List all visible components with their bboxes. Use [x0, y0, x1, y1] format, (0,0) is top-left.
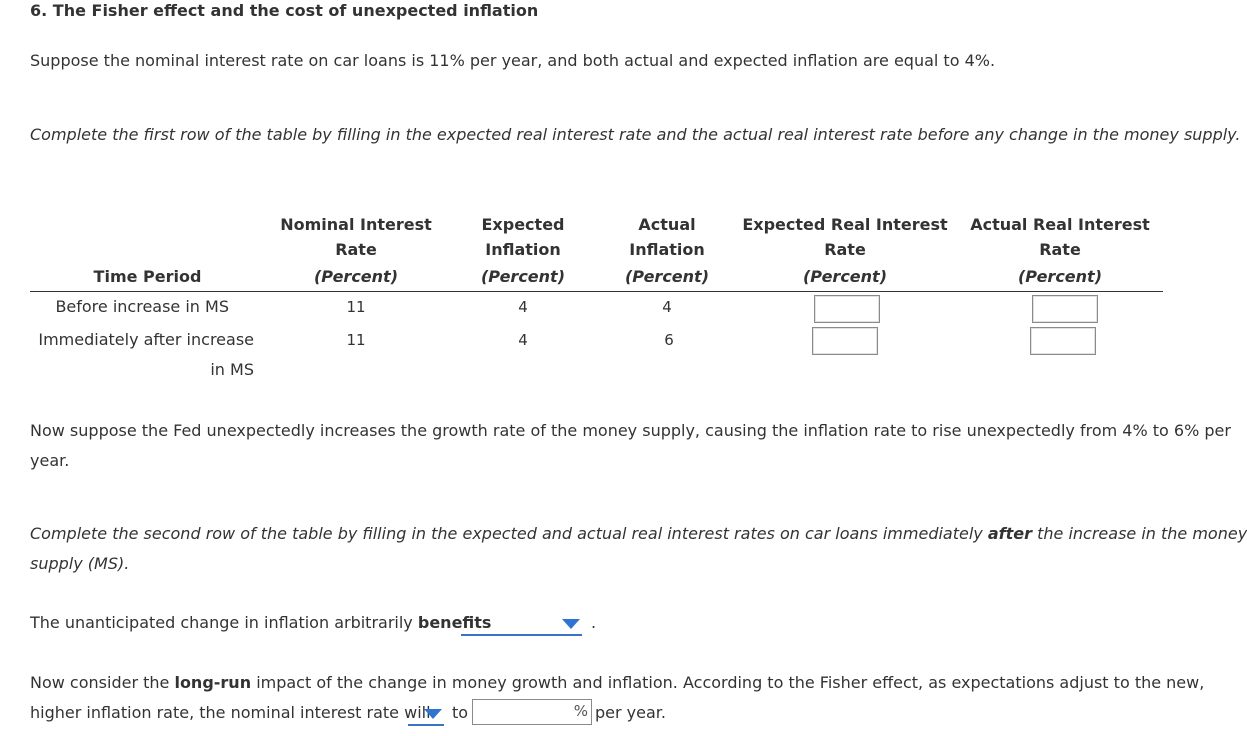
row-label-after-line1: Immediately after increase [38, 330, 254, 349]
longrun-pre: Now consider the [30, 673, 170, 692]
header-expected-inflation-line1: Expected [481, 215, 565, 234]
benefits-pre: The unanticipated change in inflation arbitrarily [30, 613, 413, 632]
benefits-period: . [591, 613, 597, 632]
actual-real-rate-after-input[interactable] [1030, 327, 1096, 355]
table-header-rule [30, 291, 1163, 292]
header-time-period: Time Period [93, 267, 202, 286]
instruction-second-row-line2: supply (MS). [30, 554, 130, 573]
question-title: 6. The Fisher effect and the cost of unexpected inflation [30, 1, 539, 20]
nominal-rate-will-dropdown[interactable] [408, 702, 444, 726]
longrun-to: to [452, 703, 469, 722]
instruction-second-row-bold: after [987, 524, 1033, 543]
instruction-second-row-post: the increase in the money [1037, 524, 1247, 543]
benefits-sentence [30, 613, 491, 632]
header-actual-real-line2: Rate [1039, 240, 1081, 259]
header-expected-real-line2: Rate [824, 240, 866, 259]
cell-actual-inflation-before: 4 [662, 298, 672, 316]
fed-scenario-line1: Now suppose the Fed unexpectedly increases the growth rate of the money supply, causing the inflation rate to rise unexpectedly from 4% to 6% per [30, 421, 1231, 440]
row-label-after-line2: in MS [210, 360, 254, 379]
longrun-bold: long-run [174, 673, 252, 692]
header-actual-inflation-unit: (Percent) [624, 267, 710, 286]
header-actual-real-line1: Actual Real Interest [970, 215, 1150, 234]
header-expected-inflation-line2: Inflation [485, 240, 561, 259]
cell-actual-inflation-after: 6 [664, 331, 674, 349]
instruction-second-row-line1 [30, 524, 1247, 543]
expected-real-rate-after-input[interactable] [812, 327, 878, 355]
header-actual-real-unit: (Percent) [1017, 267, 1103, 286]
header-expected-inflation-unit: (Percent) [480, 267, 566, 286]
actual-real-rate-before-input[interactable] [1032, 295, 1098, 323]
longrun-post: impact of the change in money growth and inflation. According to the Fisher effect, as expectations adjust to the new, [256, 673, 1205, 692]
instruction-second-row-pre: Complete the second row of the table by filling in the expected and actual real interest rates on car loans immediately [30, 524, 983, 543]
header-nominal-line1: Nominal Interest [280, 215, 432, 234]
chevron-down-icon [562, 619, 580, 629]
header-actual-inflation-line1: Actual [638, 215, 696, 234]
header-nominal-line2: Rate [335, 240, 377, 259]
header-expected-real-unit: (Percent) [802, 267, 888, 286]
benefits-dropdown[interactable] [461, 612, 582, 636]
per-year-label: per year. [595, 703, 666, 722]
cell-nominal-after: 11 [346, 331, 366, 349]
row-label-before: Before increase in MS [55, 297, 229, 316]
header-expected-real-line1: Expected Real Interest [742, 215, 948, 234]
intro-text: Suppose the nominal interest rate on car loans is 11% per year, and both actual and expected inflation are equal to 4%. [30, 51, 996, 70]
cell-expected-inflation-before: 4 [518, 298, 528, 316]
cell-expected-inflation-after: 4 [518, 331, 528, 349]
cell-nominal-before: 11 [346, 298, 366, 316]
longrun-line1 [30, 673, 1204, 692]
percent-sign: % [573, 702, 588, 720]
longrun-line2-pre: higher inflation rate, the nominal interest rate will [30, 703, 431, 722]
nominal-rate-percent-input[interactable] [472, 699, 592, 725]
fed-scenario-line2: year. [30, 451, 70, 470]
expected-real-rate-before-input[interactable] [814, 295, 880, 323]
chevron-down-icon [424, 709, 442, 719]
header-actual-inflation-line2: Inflation [629, 240, 705, 259]
benefits-bold: benefits [417, 613, 492, 632]
header-nominal-unit: (Percent) [313, 267, 399, 286]
instruction-first-row: Complete the first row of the table by filling in the expected real interest rate and the actual real interest rate before any change in the money supply. [30, 125, 1241, 144]
